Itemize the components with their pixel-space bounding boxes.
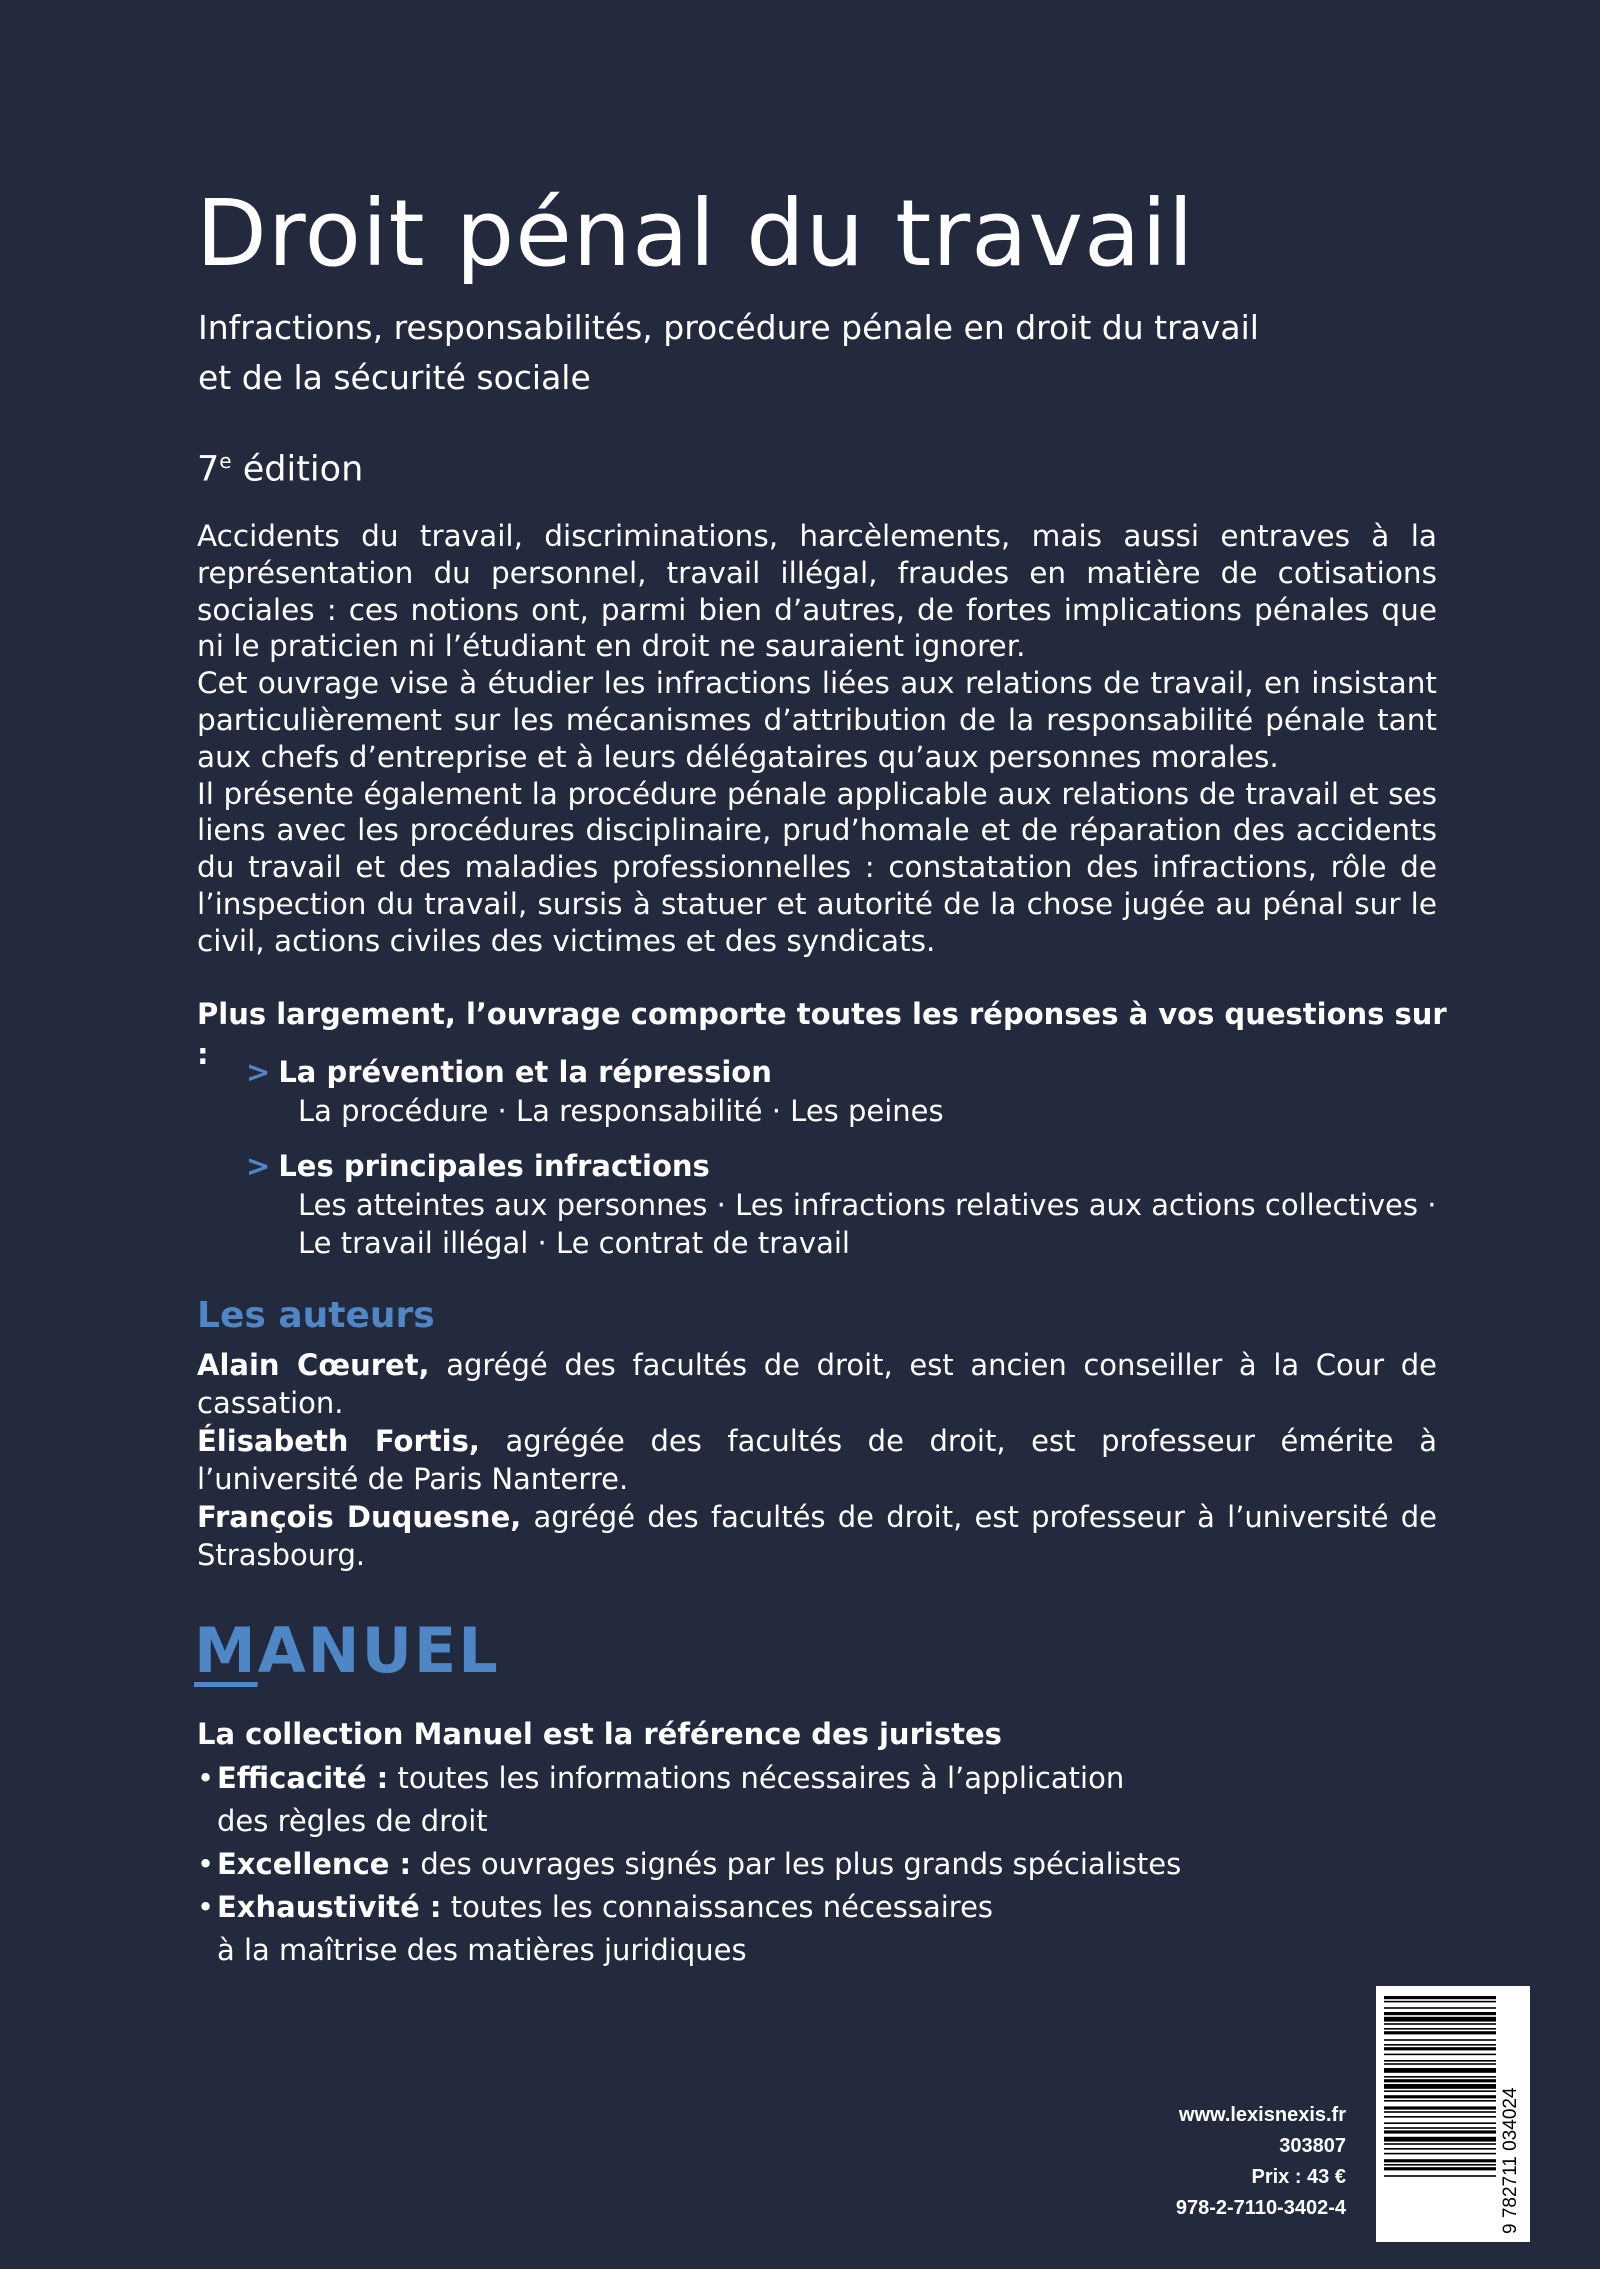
more-title: Plus largement, l’ouvrage comporte toutes les réponses à vos questions sur : (197, 997, 1447, 1071)
bullet-item (197, 1843, 1197, 1886)
topic-heading (248, 1052, 1448, 1092)
topic-infractions (248, 1146, 1448, 1262)
author-description: agrégé des facultés de droit, est ancien conseiller à la Cour de cassation. (197, 1348, 1437, 1420)
bullet-text: des ouvrages signés par les plus grands spécialistes (411, 1847, 1182, 1881)
topic-heading (248, 1146, 1448, 1186)
barcode-digits: 9 782711 034024 (1500, 2087, 1521, 2234)
logo-rest: ANUEL (257, 1614, 500, 1687)
authors-list (197, 1346, 1437, 1574)
description-paragraph-1: Accidents du travail, discriminations, harcèlements, mais aussi entraves à la représentation du personnel, travail illégal, fraudes en matière de cotisations sociales : ces notions ont, parmi bien d’autres, de fortes implications pénales que ni le praticien ni l’étudiant en droit ne sauraient ignorer. (197, 519, 1437, 664)
subtitle-line-1: Infractions, responsabilités, procédure pénale en droit du travail (198, 308, 1259, 347)
bullet-icon: • (197, 1847, 215, 1881)
publisher-info (1176, 2100, 1346, 2224)
bullet-label: Excellence : (217, 1847, 412, 1881)
edition-label: édition (242, 449, 364, 490)
website-link[interactable]: www.lexisnexis.fr (1178, 2104, 1346, 2126)
chevron-right-icon: > (246, 1055, 271, 1089)
topic-heading-text: Les principales infractions (278, 1149, 710, 1183)
author-name: Alain Cœuret, (197, 1348, 430, 1382)
author-entry (197, 1422, 1437, 1498)
chevron-right-icon: > (246, 1149, 271, 1183)
topic-items-line-1: Les atteintes aux personnes · Les infractions relatives aux actions collectives · (298, 1188, 1437, 1222)
bullet-text-continued: des règles de droit (217, 1804, 488, 1838)
bullet-text: toutes les informations nécessaires à l’application (388, 1761, 1125, 1795)
description-paragraph-3: Il présente également la procédure pénale applicable aux relations de travail et ses liens avec les procédures disciplinaire, prud’homale et de réparation des accidents du travail et des maladies professionnelles : constatation des infractions, rôle de l’inspection du travail, sursis à statuer et autorité de la chose jugée au pénal sur le civil, actions civiles des victimes et des syndicats. (197, 776, 1437, 958)
author-entry (197, 1346, 1437, 1422)
author-name: François Duquesne, (197, 1500, 522, 1534)
product-code: 303807 (1279, 2135, 1346, 2157)
author-description: agrégée des facultés de droit, est professeur émérite à l’université de Paris Nanterre. (197, 1424, 1437, 1496)
barcode-icon (1376, 1986, 1530, 2242)
book-title: Droit pénal du travail (196, 180, 1195, 287)
bullet-item (197, 1886, 1197, 1972)
bullet-label: Efficacité : (217, 1761, 389, 1795)
description-paragraph-2: Cet ouvrage vise à étudier les infractions liées aux relations de travail, en insistant particulièrement sur les mécanismes d’attribution de la responsabilité pénale tant aux chefs d’entreprise et à leurs délégataires qu’aux personnes morales. (197, 666, 1437, 774)
edition (197, 440, 363, 491)
collection-title: La collection Manuel est la référence des juristes (197, 1717, 1002, 1751)
subtitle-line-2: et de la sécurité sociale (198, 358, 591, 397)
author-entry (197, 1498, 1437, 1574)
price: Prix : 43 € (1251, 2166, 1346, 2188)
isbn: 978-2-7110-3402-4 (1175, 2197, 1346, 2219)
authors-heading: Les auteurs (197, 1295, 435, 1336)
topic-heading-text: La prévention et la répression (278, 1055, 772, 1089)
description (197, 518, 1437, 960)
book-subtitle (198, 303, 1428, 403)
collection-bullets (197, 1757, 1197, 1972)
bullet-item (197, 1757, 1197, 1843)
logo-first-letter: M (194, 1614, 258, 1687)
topic-items-line-2: Le travail illégal · Le contrat de travail (298, 1226, 850, 1260)
author-description: agrégé des facultés de droit, est professeur à l’université de Strasbourg. (197, 1500, 1437, 1572)
bullet-icon: • (197, 1761, 215, 1795)
topic-items: La procédure · La responsabilité · Les peines (298, 1094, 944, 1128)
topic-prevention (248, 1052, 1448, 1130)
barcode (1376, 1986, 1530, 2242)
bullet-text-continued: à la maîtrise des matières juridiques (217, 1933, 747, 1967)
author-name: Élisabeth Fortis, (197, 1424, 480, 1458)
manuel-logo (194, 1614, 500, 1687)
bullet-label: Exhaustivité : (217, 1890, 442, 1924)
bullet-text: toutes les connaissances nécessaires (441, 1890, 994, 1924)
edition-superscript: e (219, 449, 232, 473)
edition-number: 7 (197, 449, 220, 490)
bullet-icon: • (197, 1890, 215, 1924)
